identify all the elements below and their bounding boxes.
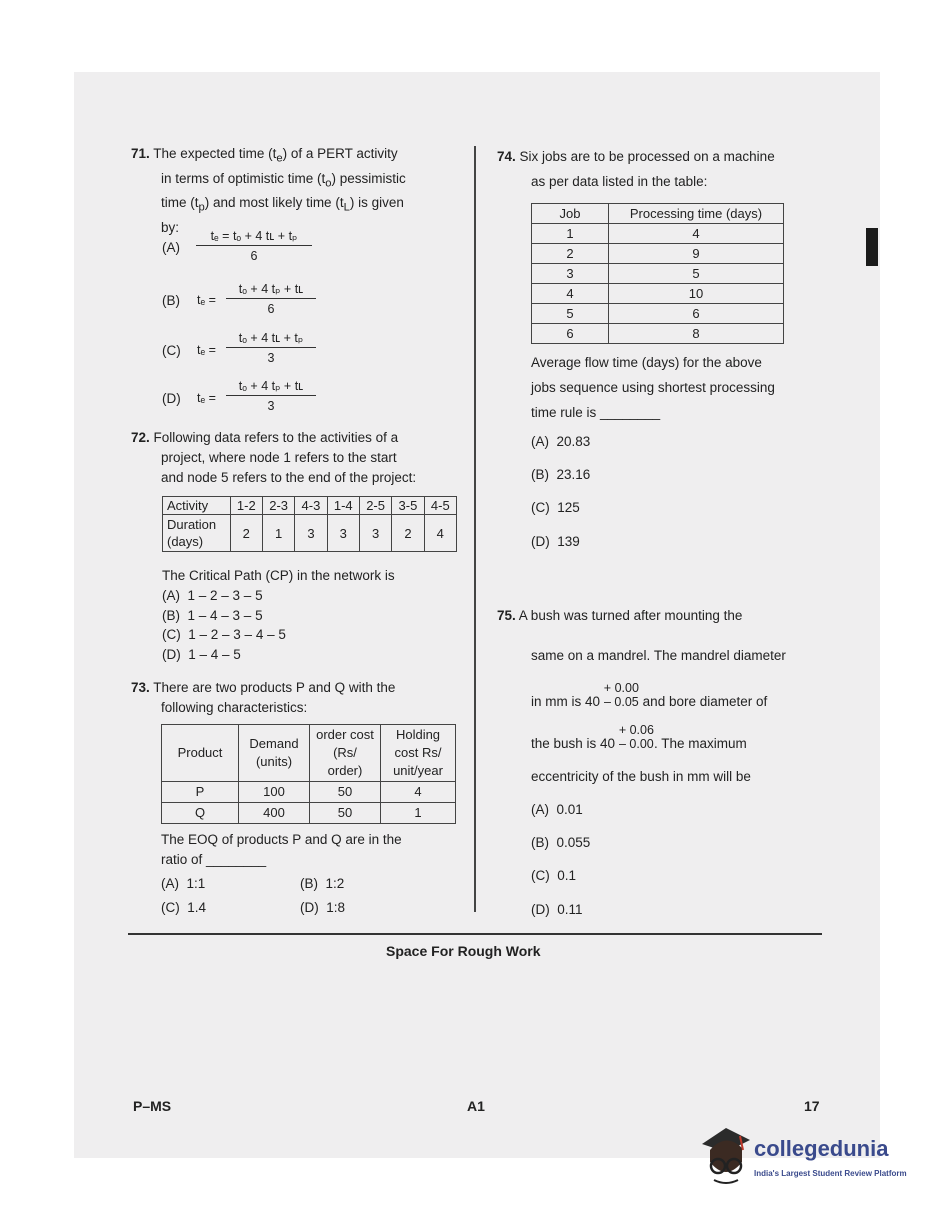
rough-work-divider (128, 933, 822, 935)
rough-work-label: Space For Rough Work (386, 943, 541, 959)
table-row: P 100 50 4 (162, 782, 456, 803)
brand-name: collegedunia (754, 1136, 889, 1161)
q71-option-a-formula: $\frac{\text{tₑ = tₒ + 4 tʟ + tₚ}}{6}$ (196, 228, 312, 263)
q73-option-a: (A) 1:1 (161, 876, 206, 891)
question-71: 71. The expected time $(t_e)$ of a PERT activity in terms of optimistic time $(t_o)$ pessimistic time $(t_p)$ and most likely time $(t_L)$ is given by: (131, 146, 406, 236)
table-row: Duration (days) 2 1 3 3 3 2 4 (163, 515, 457, 552)
page-edge-mark (866, 228, 878, 266)
table-row: Activity 1-2 2-3 4-3 1-4 2-5 3-5 4-5 (163, 497, 457, 515)
q74-option-d: (D) 139 (531, 534, 580, 549)
q74-option-a: (A) 20.83 (531, 434, 591, 449)
q71-option-c-label: (C) (162, 343, 181, 358)
q75-line4: the bush is 40 + 0.06 – 0.00 . The maximum (531, 723, 747, 751)
q71-option-d-formula: $\frac{\text{tₒ + 4 tₚ + tʟ}}{3}$ (226, 378, 316, 413)
q73-option-c: (C) 1.4 (161, 900, 207, 915)
q71-option-a-label: (A) (162, 240, 180, 255)
table-row: 5 6 (532, 304, 784, 324)
q71-option-c-formula: $\frac{\text{tₒ + 4 tʟ + tₚ}}{3}$ (226, 330, 316, 365)
q72-options: (A) 1 – 2 – 3 – 5 (B) 1 – 4 – 3 – 5 (C) 1 – 2 – 3 – 4 – 5 (D) 1 – 4 – 5 (162, 588, 286, 662)
q75-option-c: (C) 0.1 (531, 868, 577, 883)
table-row: Product Demand (units) order cost (Rs/ order) Holding cost Rs/ unit/year (162, 725, 456, 782)
q75-option-b: (B) 0.055 (531, 835, 591, 850)
q73-question: The EOQ of products P and Q are in the ratio of ________ (161, 832, 402, 867)
question-73: 73. There are two products P and Q with the following characteristics: (131, 680, 396, 715)
q71-option-b-lhs: tₑ = (197, 293, 216, 307)
q73-number: 73. (131, 680, 150, 695)
q75-line5: eccentricity of the bush in mm will be (531, 769, 751, 784)
brand-tagline: India's Largest Student Review Platform (754, 1169, 907, 1178)
table-row: 1 4 (532, 224, 784, 244)
table-row: 4 10 (532, 284, 784, 304)
q74-number: 74. (497, 149, 516, 164)
q75-option-d: (D) 0.11 (531, 902, 583, 917)
q72-question: The Critical Path (CP) in the network is (162, 568, 395, 583)
paper-code: P–MS (133, 1098, 172, 1114)
page-number: 17 (804, 1098, 820, 1114)
q75-line3: in mm is 40 + 0.00 – 0.05 and bore diameter of (531, 681, 768, 709)
q75-number: 75. (497, 608, 516, 623)
q74-option-c: (C) 125 (531, 500, 580, 515)
q74-question: Average flow time (days) for the above jobs sequence using shortest processing time rule is ________ (531, 355, 775, 420)
set-code: A1 (467, 1098, 485, 1114)
question-72: 72. Following data refers to the activities of a project, where node 1 refers to the start and node 5 refers to the end of the project: (131, 430, 417, 485)
q71-option-c-lhs: tₑ = (197, 343, 216, 357)
q73-option-b: (B) 1:2 (300, 876, 345, 891)
table-row: 3 5 (532, 264, 784, 284)
question-75: 75. A bush was turned after mounting the (497, 608, 743, 623)
graduate-mascot-icon (696, 1122, 756, 1186)
q75-line2: same on a mandrel. The mandrel diameter (531, 648, 786, 663)
q73-product-table (161, 724, 456, 824)
q72-activity-table (162, 496, 457, 552)
q72-number: 72. (131, 430, 150, 445)
q74-option-b: (B) 23.16 (531, 467, 591, 482)
table-row: Q 400 50 1 (162, 803, 456, 824)
q71-option-d-lhs: tₑ = (197, 391, 216, 405)
table-row: 2 9 (532, 244, 784, 264)
q71-option-b-formula: $\frac{\text{tₒ + 4 tₚ + tʟ}}{6}$ (226, 281, 316, 316)
table-row: 6 8 (532, 324, 784, 344)
q71-number: 71. (131, 146, 150, 161)
collegedunia-logo (696, 1122, 926, 1192)
q74-job-table (531, 203, 784, 344)
table-row: Job Processing time (days) (532, 204, 784, 224)
column-divider (474, 146, 476, 912)
question-74: 74. Six jobs are to be processed on a machine as per data listed in the table: (497, 149, 775, 189)
q75-option-a: (A) 0.01 (531, 802, 583, 817)
q71-option-d-label: (D) (162, 391, 181, 406)
q73-option-d: (D) 1:8 (300, 900, 346, 915)
q71-option-b-label: (B) (162, 293, 180, 308)
